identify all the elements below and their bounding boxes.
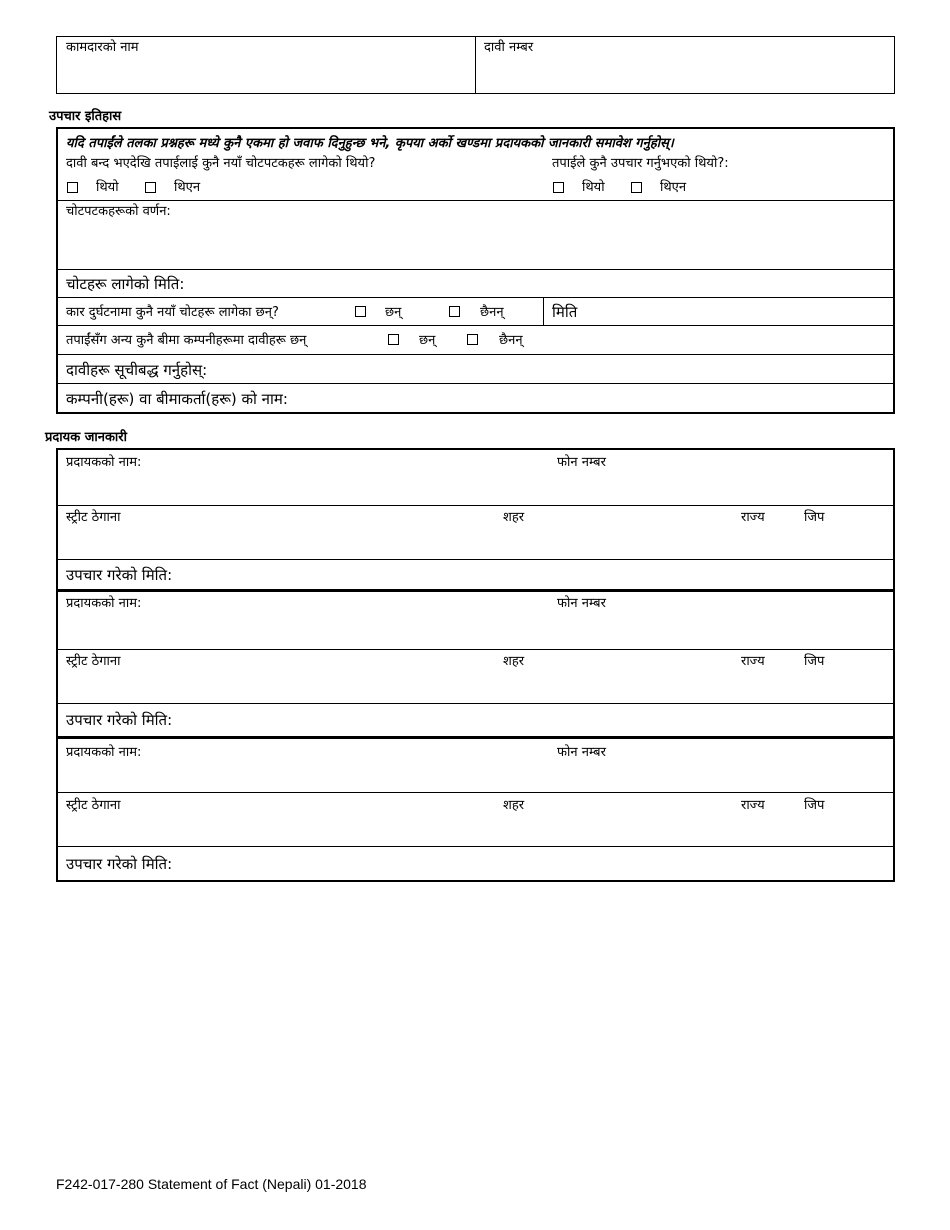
divider	[57, 703, 894, 704]
divider	[57, 559, 894, 560]
zip-field[interactable]	[800, 528, 890, 556]
divider	[57, 200, 894, 201]
divider	[57, 383, 894, 384]
treatment-date-field[interactable]	[200, 706, 890, 734]
zip-label: जिप	[804, 654, 825, 669]
state-label: राज्य	[741, 510, 765, 525]
injury-date-label: चोटहरू लागेको मिति:	[66, 275, 185, 293]
car-accident-no-label: छैनन्	[480, 305, 504, 320]
provider-phone-field[interactable]	[550, 763, 890, 791]
provider-phone-field[interactable]	[550, 473, 890, 503]
provider-name-field[interactable]	[58, 763, 538, 791]
city-field[interactable]	[500, 816, 725, 844]
new-injury-yes-label: थियो	[96, 180, 119, 195]
claim-number-label: दावी नम्बर	[484, 40, 534, 55]
list-claims-label: दावीहरू सूचीबद्ध गर्नुहोस्:	[66, 361, 208, 379]
injury-description-field[interactable]	[58, 222, 892, 268]
injury-description-label: चोटपटकहरूको वर्णन:	[66, 204, 171, 219]
car-accident-no-checkbox[interactable]	[449, 306, 460, 317]
insurer-name-label: कम्पनी(हरू) वा बीमाकर्ता(हरू) को नाम:	[66, 390, 288, 408]
treatment-date-label: उपचार गरेको मिति:	[66, 711, 173, 729]
car-accident-yes-checkbox[interactable]	[355, 306, 366, 317]
street-address-label: स्ट्रीट ठेगाना	[66, 798, 121, 813]
other-claims-yes-checkbox[interactable]	[388, 334, 399, 345]
other-claims-no-checkbox[interactable]	[467, 334, 478, 345]
provider-phone-label: फोन नम्बर	[557, 455, 606, 470]
street-address-label: स्ट्रीट ठेगाना	[66, 654, 121, 669]
state-field[interactable]	[738, 816, 793, 844]
header-divider	[475, 36, 476, 94]
city-label: शहर	[503, 654, 525, 669]
treatment-yes-label: थियो	[582, 180, 605, 195]
new-injury-yes-checkbox[interactable]	[67, 182, 78, 193]
claim-number-field[interactable]	[478, 58, 892, 92]
treatment-date-field[interactable]	[200, 849, 890, 879]
car-accident-yes-label: छन्	[385, 305, 402, 320]
treatment-question: तपाईले कुनै उपचार गर्नुभएको थियो?:	[552, 156, 729, 171]
divider	[57, 354, 894, 355]
provider-name-label: प्रदायकको नाम:	[66, 745, 142, 760]
treatment-no-label: थिएन	[660, 180, 687, 195]
treatment-no-checkbox[interactable]	[631, 182, 642, 193]
provider-name-field[interactable]	[58, 473, 538, 503]
treatment-date-label: उपचार गरेको मिति:	[66, 855, 173, 873]
form-id-footer: F242-017-280 Statement of Fact (Nepali) 01-2018	[56, 1176, 367, 1192]
city-label: शहर	[503, 798, 525, 813]
other-claims-no-label: छैनन्	[499, 333, 523, 348]
state-label: राज्य	[741, 798, 765, 813]
accident-date-field[interactable]	[590, 299, 890, 324]
treatment-yes-checkbox[interactable]	[553, 182, 564, 193]
treatment-history-title: उपचार इतिहास	[49, 109, 122, 124]
provider-name-label: प्रदायकको नाम:	[66, 596, 142, 611]
provider-separator	[57, 736, 894, 739]
other-claims-question: तपाईंसँग अन्य कुनै बीमा कम्पनीहरूमा दावीहरू छन्	[66, 333, 307, 348]
other-claims-yes-label: छन्	[419, 333, 436, 348]
zip-label: जिप	[804, 510, 825, 525]
city-label: शहर	[503, 510, 525, 525]
treatment-date-label: उपचार गरेको मिति:	[66, 566, 173, 584]
divider	[57, 649, 894, 650]
provider-separator	[57, 589, 894, 592]
provider-info-title: प्रदायक जानकारी	[45, 430, 127, 445]
street-address-field[interactable]	[58, 672, 488, 700]
insurer-name-field[interactable]	[320, 385, 890, 411]
list-claims-field[interactable]	[240, 356, 890, 382]
worker-name-label: कामदारको नाम	[66, 40, 139, 55]
divider	[57, 325, 894, 326]
street-address-field[interactable]	[58, 816, 488, 844]
provider-phone-label: फोन नम्बर	[557, 596, 606, 611]
provider-phone-field[interactable]	[550, 614, 890, 646]
injury-date-field[interactable]	[210, 271, 890, 297]
city-field[interactable]	[500, 672, 725, 700]
street-address-field[interactable]	[58, 528, 488, 556]
provider-phone-label: फोन नम्बर	[557, 745, 606, 760]
city-field[interactable]	[500, 528, 725, 556]
worker-name-field[interactable]	[58, 58, 472, 92]
zip-field[interactable]	[800, 816, 890, 844]
street-address-label: स्ट्रीट ठेगाना	[66, 510, 121, 525]
new-injury-question: दावी बन्द भएदेखि तपाईलाई कुनै नयाँ चोटपटकहरू लागेको थियो?	[66, 156, 376, 171]
instruction-text: यदि तपाईंले तलका प्रश्नहरू मध्ये कुनै एकमा हो जवाफ दिनुहुन्छ भने, कृपया अर्को खण्डमा प्रदायकको जानकारी समावेश गर्नुहोस्।	[66, 136, 674, 151]
divider	[57, 269, 894, 270]
divider	[543, 297, 544, 325]
divider	[57, 792, 894, 793]
provider-name-label: प्रदायकको नाम:	[66, 455, 142, 470]
divider	[57, 846, 894, 847]
divider	[57, 505, 894, 506]
zip-label: जिप	[804, 798, 825, 813]
provider-name-field[interactable]	[58, 614, 538, 646]
state-field[interactable]	[738, 528, 793, 556]
zip-field[interactable]	[800, 672, 890, 700]
car-accident-question: कार दुर्घटनामा कुनै नयाँ चोटहरू लागेका छन्?	[66, 305, 279, 320]
treatment-date-field[interactable]	[200, 562, 890, 587]
state-label: राज्य	[741, 654, 765, 669]
new-injury-no-label: थिएन	[174, 180, 201, 195]
accident-date-label: मिति	[552, 303, 578, 321]
divider	[57, 297, 894, 298]
state-field[interactable]	[738, 672, 793, 700]
new-injury-no-checkbox[interactable]	[145, 182, 156, 193]
